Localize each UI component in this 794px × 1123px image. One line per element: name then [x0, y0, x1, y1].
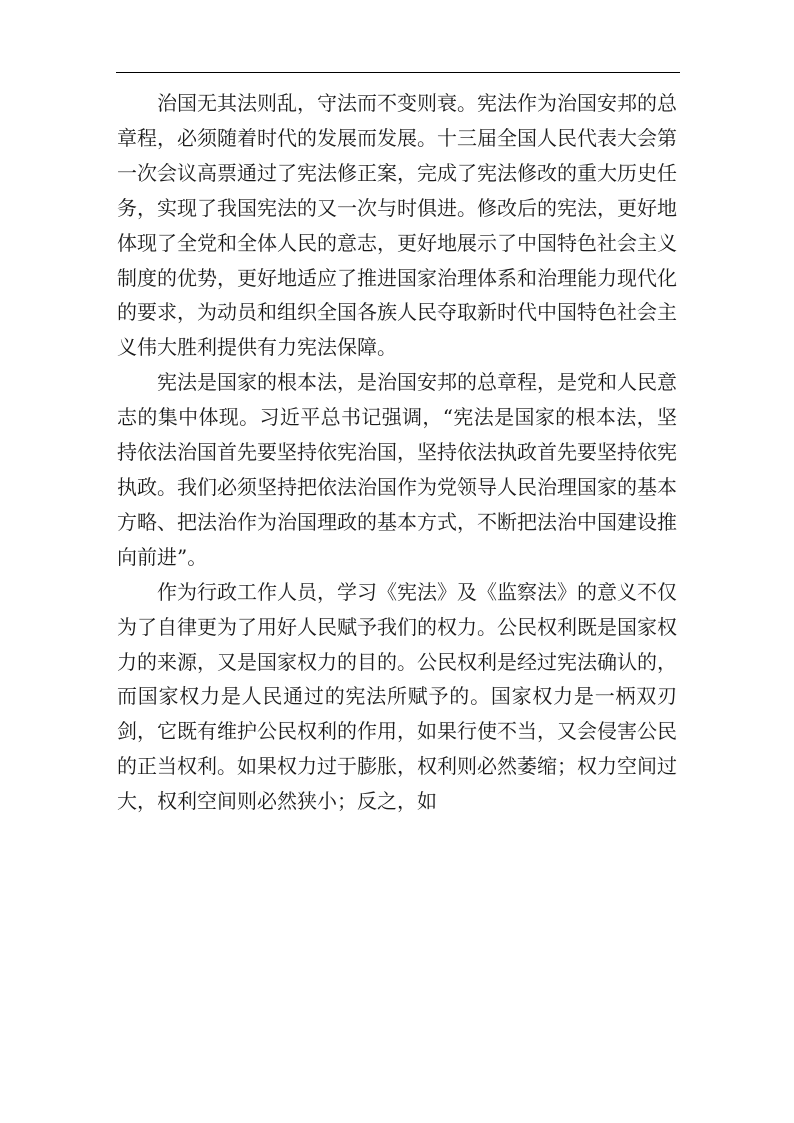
paragraph-1: 治国无其法则乱，守法而不变则衰。宪法作为治国安邦的总章程，必须随着时代的发展而发展。十三届全国人民代表大会第一次会议高票通过了宪法修正案，完成了宪法修改的重大历史任务，实现了我国宪法的又一次与时俱进。修改后的宪法，更好地体现了全党和全体人民的意志，更好地展示了中国特色社会主义制度的优势，更好地适应了推进国家治理体系和治理能力现代化的要求，为动员和组织全国各族人民夺取新时代中国特色社会主义伟大胜利提供有力宪法保障。 — [117, 91, 677, 360]
paragraph-3: 作为行政工作人员，学习《宪法》及《监察法》的意义不仅为了自律更为了用好人民赋予我们的权力。公民权利既是国家权力的来源，又是国家权力的目的。公民权利是经过宪法确认的，而国家权力是人民通过的宪法所赋予的。国家权力是一柄双刃剑，它既有维护公民权利的作用，如果行使不当，又会侵害公民的正当权利。如果权力过于膨胀，权利则必然萎缩；权力空间过大，权利空间则必然狭小；反之，如 — [117, 579, 677, 814]
paragraph-2: 宪法是国家的根本法，是治国安邦的总章程，是党和人民意志的集中体现。习近平总书记强调，“宪法是国家的根本法，坚持依法治国首先要坚持依宪治国，坚持依法执政首先要坚持依宪执政。我们必须坚持把依法治国作为党领导人民治理国家的基本方略、把法治作为治国理政的基本方式，不断把法治中国建设推向前进”。 — [117, 370, 677, 569]
header-rule — [116, 72, 680, 73]
document-body — [117, 86, 677, 819]
